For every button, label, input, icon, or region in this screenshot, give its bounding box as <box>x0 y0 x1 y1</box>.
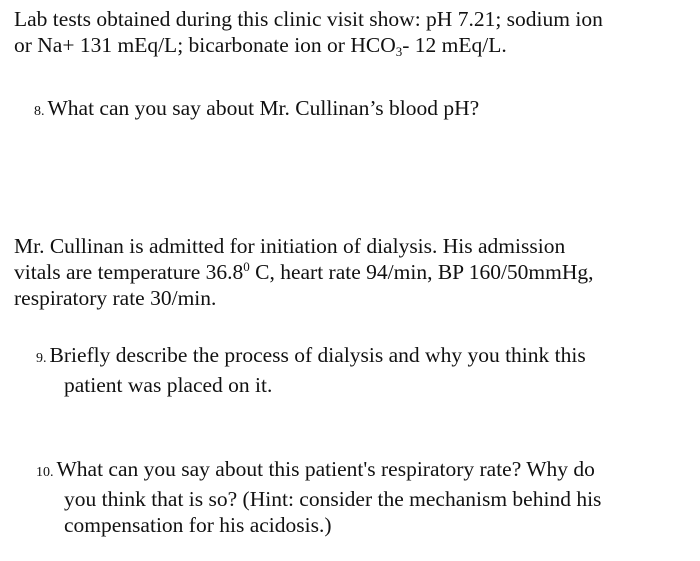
question-10-line-3: compensation for his acidosis.) <box>64 513 332 537</box>
question-8-text: What can you say about Mr. Cullinan’s blood pH? <box>47 96 480 120</box>
question-10 <box>36 456 671 538</box>
lab-results-line-1: Lab tests obtained during this clinic visit show: pH 7.21; sodium ion <box>14 7 603 31</box>
lab-results-line-2 <box>14 32 684 58</box>
question-9 <box>36 342 666 398</box>
question-9-line-1 <box>36 342 666 372</box>
question-9-line-2: patient was placed on it. <box>64 373 273 397</box>
lab-results-paragraph <box>14 6 684 58</box>
lab-results-line-2-text: or Na+ 131 mEq/L; bicarbonate ion or HCO <box>14 33 396 57</box>
admission-line-2 <box>14 259 684 285</box>
admission-paragraph <box>14 233 684 311</box>
question-8 <box>34 95 674 125</box>
question-9-number: 9. <box>36 351 47 366</box>
question-8-number: 8. <box>34 104 45 119</box>
admission-line-2-text: vitals are temperature 36.8 <box>14 260 244 284</box>
subscript-3: 3 <box>395 44 403 59</box>
lab-results-line-2-end: - 12 mEq/L. <box>402 33 507 57</box>
question-10-number: 10. <box>36 465 54 480</box>
question-10-line-1 <box>36 456 671 486</box>
question-9-text-1: Briefly describe the process of dialysis and why you think this <box>49 343 586 367</box>
question-10-line-2: you think that is so? (Hint: consider the mechanism behind his <box>64 487 602 511</box>
admission-line-1: Mr. Cullinan is admitted for initiation of dialysis. His admission <box>14 234 566 258</box>
admission-line-3: respiratory rate 30/min. <box>14 286 217 310</box>
degree-superscript: 0 <box>243 259 250 274</box>
question-10-text-1: What can you say about this patient's respiratory rate? Why do <box>56 457 595 481</box>
admission-line-2-end: C, heart rate 94/min, BP 160/50mmHg, <box>249 260 594 284</box>
